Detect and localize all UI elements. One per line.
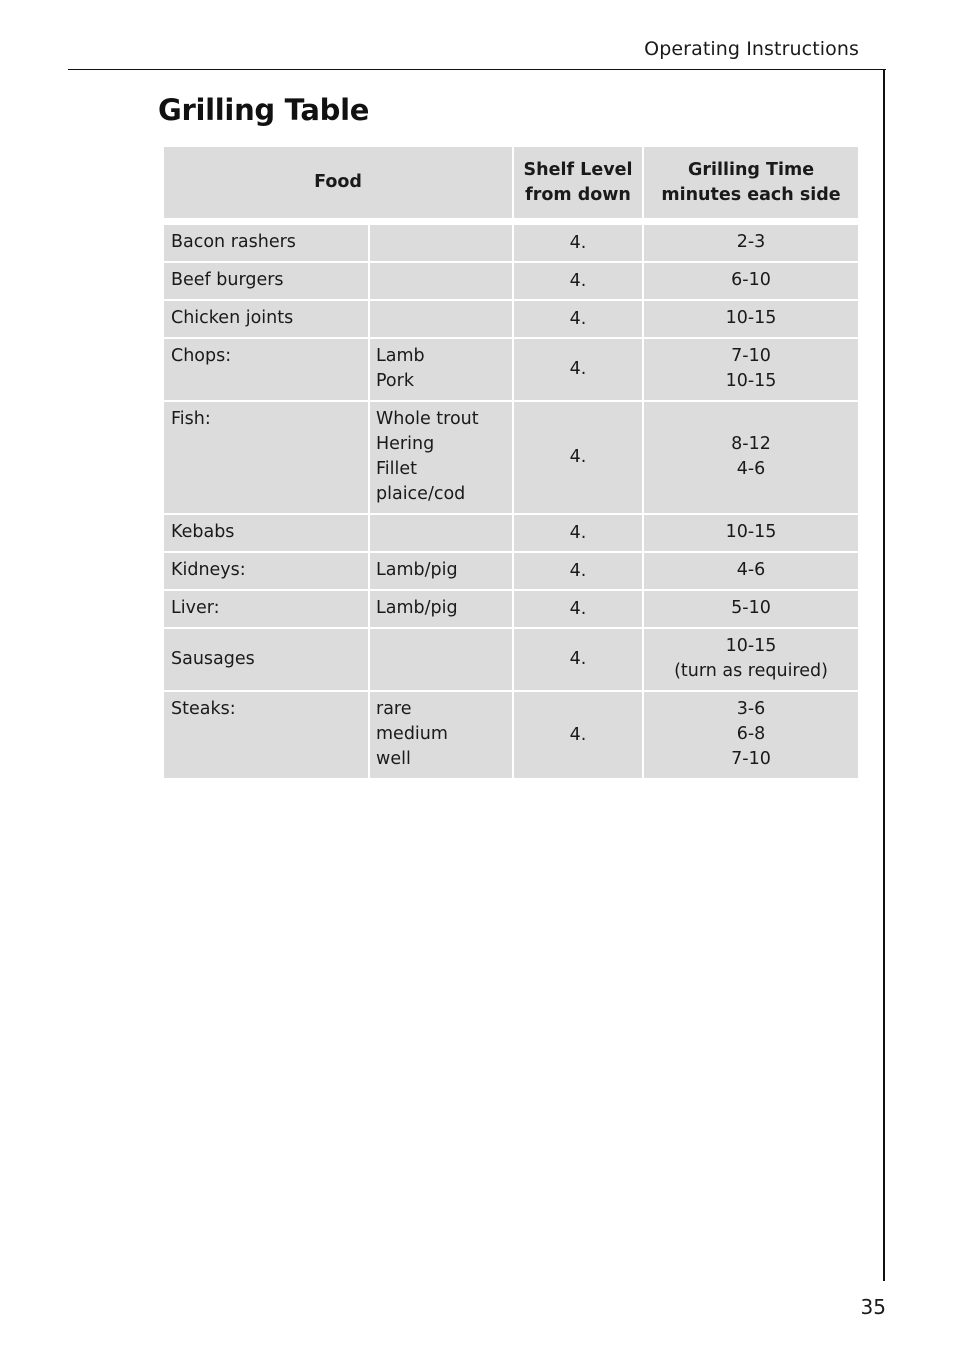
food-cell	[164, 402, 368, 513]
variant-line: Lamb/pig	[376, 560, 458, 580]
table-row	[164, 553, 858, 589]
variant-cell	[370, 692, 512, 778]
variant-cell	[370, 629, 512, 690]
time-line: 10-15	[725, 371, 777, 391]
grilling-table-container	[162, 145, 860, 780]
time-line: 6-8	[736, 724, 766, 744]
food-name: Beef burgers	[171, 270, 284, 290]
variant-line: Lamb	[376, 346, 425, 366]
grilling-time-cell	[644, 591, 858, 627]
grilling-table	[162, 145, 860, 780]
food-cell	[164, 301, 368, 337]
header-row	[164, 147, 858, 218]
page-title: Grilling Table	[158, 93, 370, 127]
table-row	[164, 692, 858, 778]
food-name: Steaks:	[171, 699, 236, 719]
grilling-time-cell	[644, 515, 858, 551]
variant-cell	[370, 301, 512, 337]
shelf-level-cell: 4.	[514, 692, 642, 778]
food-cell	[164, 515, 368, 551]
food-name: Kebabs	[171, 522, 235, 542]
variant-line: medium	[376, 724, 448, 744]
table-row	[164, 629, 858, 690]
table-header	[164, 147, 858, 223]
variant-cell	[370, 225, 512, 261]
page-number: 35	[860, 1295, 886, 1319]
food-name: Liver:	[171, 598, 220, 618]
time-line: 4-6	[736, 459, 766, 479]
variant-line: rare	[376, 699, 412, 719]
table-row	[164, 301, 858, 337]
food-cell	[164, 692, 368, 778]
shelf-level-cell: 4.	[514, 263, 642, 299]
grilling-time-cell	[644, 263, 858, 299]
food-cell	[164, 553, 368, 589]
grilling-time-cell	[644, 692, 858, 778]
food-cell	[164, 339, 368, 400]
food-cell	[164, 263, 368, 299]
variant-line: Hering	[376, 434, 435, 454]
grilling-time-cell	[644, 301, 858, 337]
grilling-time-cell	[644, 553, 858, 589]
food-name: Kidneys:	[171, 560, 246, 580]
variant-cell	[370, 402, 512, 513]
time-line: 3-6	[736, 699, 766, 719]
table-row	[164, 402, 858, 513]
food-name: Bacon rashers	[171, 232, 296, 252]
food-name: Chicken joints	[171, 308, 294, 328]
food-cell	[164, 225, 368, 261]
table-row	[164, 339, 858, 400]
time-line: 10-15	[725, 308, 777, 328]
variant-cell	[370, 553, 512, 589]
shelf-level-cell: 4.	[514, 629, 642, 690]
time-line: 7-10	[731, 749, 771, 769]
shelf-level-cell: 4.	[514, 339, 642, 400]
variant-cell	[370, 591, 512, 627]
time-line: 6-10	[731, 270, 771, 290]
variant-line: Lamb/pig	[376, 598, 458, 618]
side-rule	[883, 69, 885, 1281]
variant-line: well	[376, 749, 411, 769]
time-line: 10-15	[725, 522, 777, 542]
header-gap	[164, 220, 858, 223]
variant-line: Pork	[376, 371, 414, 391]
time-line: 4-6	[736, 560, 766, 580]
food-name: Sausages	[171, 648, 255, 669]
table-row	[164, 225, 858, 261]
time-line: 2-3	[736, 232, 766, 252]
header-time-line-2: minutes each side	[661, 184, 841, 205]
header-shelf-line-2: from down	[525, 184, 631, 205]
variant-line: Whole trout	[376, 409, 479, 429]
food-name: Fish:	[171, 409, 211, 429]
header-grilling-time	[644, 147, 858, 218]
header-food: Food	[164, 147, 512, 218]
table-row	[164, 591, 858, 627]
running-header: Operating Instructions	[644, 38, 859, 60]
food-cell	[164, 629, 368, 690]
variant-line: Fillet plaice/cod	[376, 459, 466, 504]
table-row	[164, 263, 858, 299]
shelf-level-cell: 4.	[514, 515, 642, 551]
table-body	[164, 225, 858, 778]
food-cell	[164, 591, 368, 627]
grilling-time-cell	[644, 402, 858, 513]
time-line: 7-10	[731, 346, 771, 366]
time-line: 10-15	[725, 636, 777, 656]
time-line: 8-12	[731, 434, 771, 454]
table-row	[164, 515, 858, 551]
food-name: Chops:	[171, 346, 232, 366]
shelf-level-cell: 4.	[514, 553, 642, 589]
shelf-level-cell: 4.	[514, 402, 642, 513]
header-shelf-level	[514, 147, 642, 218]
variant-cell	[370, 263, 512, 299]
shelf-level-cell: 4.	[514, 225, 642, 261]
shelf-level-cell: 4.	[514, 301, 642, 337]
variant-cell	[370, 515, 512, 551]
header-shelf-line-1: Shelf Level	[523, 159, 633, 180]
variant-cell	[370, 339, 512, 400]
grilling-time-cell	[644, 339, 858, 400]
time-line: 5-10	[731, 598, 771, 618]
grilling-time-cell	[644, 629, 858, 690]
shelf-level-cell: 4.	[514, 591, 642, 627]
grilling-time-cell	[644, 225, 858, 261]
header-rule	[68, 69, 886, 70]
time-line: (turn as required)	[674, 661, 828, 681]
header-time-line-1: Grilling Time	[687, 159, 815, 180]
